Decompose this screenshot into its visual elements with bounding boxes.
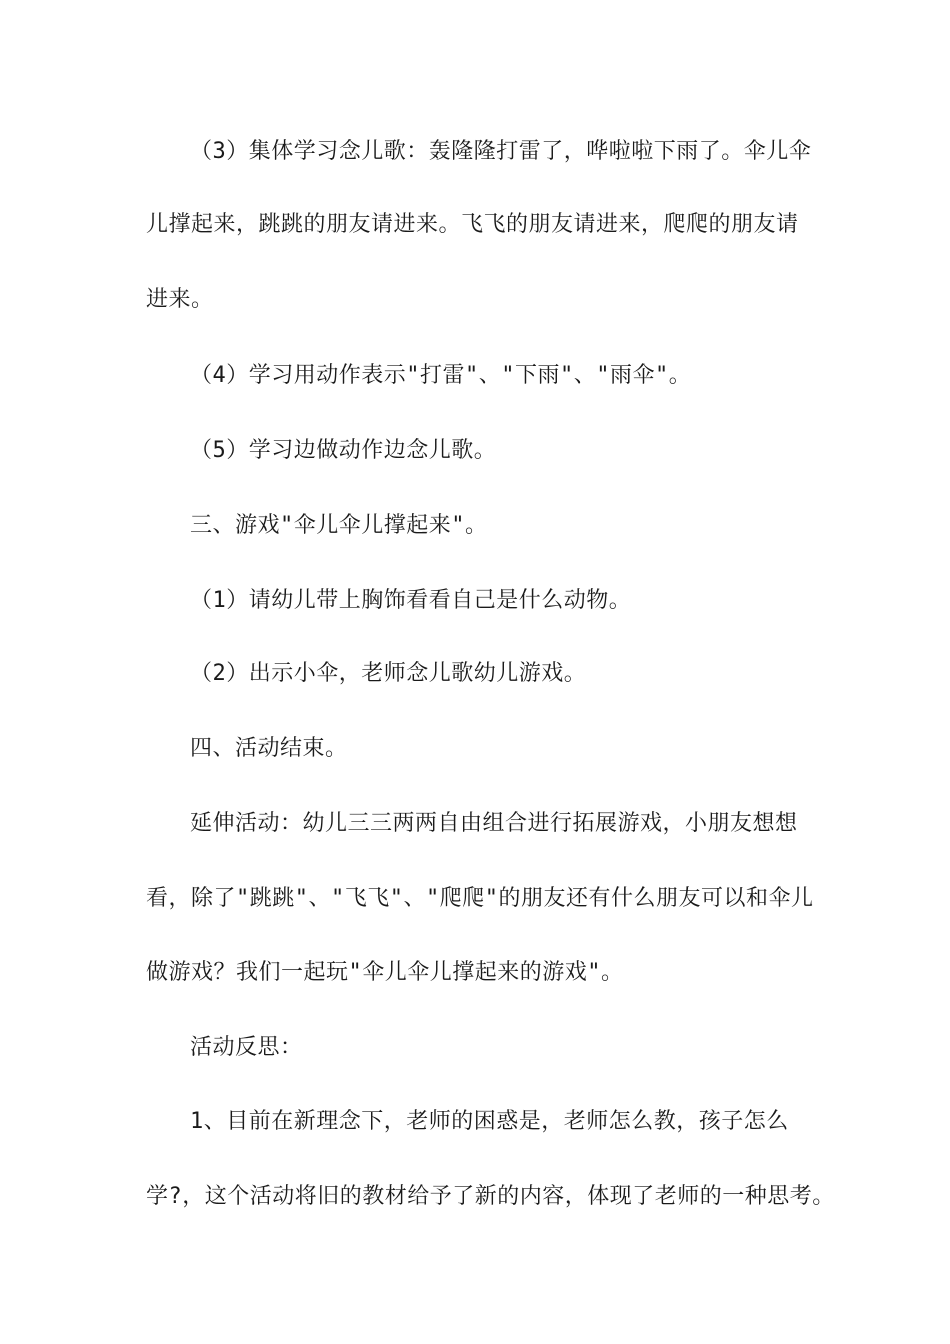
paragraph-line: （5）学习边做动作边念儿歌。: [190, 438, 497, 463]
paragraph-line: 进来。: [146, 287, 214, 312]
paragraph-line: （4）学习用动作表示"打雷"、"下雨"、"雨伞"。: [190, 363, 692, 388]
paragraph-line: 做游戏？我们一起玩"伞儿伞儿撑起来的游戏"。: [146, 960, 624, 985]
section-heading: 三、游戏"伞儿伞儿撑起来"。: [190, 513, 488, 538]
paragraph-line: 看，除了"跳跳"、"飞飞"、"爬爬"的朋友还有什么朋友可以和伞儿: [146, 886, 814, 911]
paragraph-line: 儿撑起来，跳跳的朋友请进来。飞飞的朋友请进来，爬爬的朋友请: [146, 212, 799, 237]
section-heading: 四、活动结束。: [190, 736, 348, 761]
paragraph-line: （2）出示小伞，老师念儿歌幼儿游戏。: [190, 661, 587, 686]
paragraph-line: 延伸活动：幼儿三三两两自由组合进行拓展游戏，小朋友想想: [190, 811, 798, 836]
paragraph-line: （3）集体学习念儿歌：轰隆隆打雷了，哗啦啦下雨了。伞儿伞: [190, 139, 812, 164]
paragraph-line: （1）请幼儿带上胸饰看看自己是什么动物。: [190, 588, 632, 613]
paragraph-line: 学?，这个活动将旧的教材给予了新的内容，体现了老师的一种思考。: [146, 1184, 835, 1209]
paragraph-line: 1、目前在新理念下，老师的困惑是，老师怎么教，孩子怎么: [190, 1109, 789, 1134]
section-heading: 活动反思：: [190, 1035, 303, 1060]
